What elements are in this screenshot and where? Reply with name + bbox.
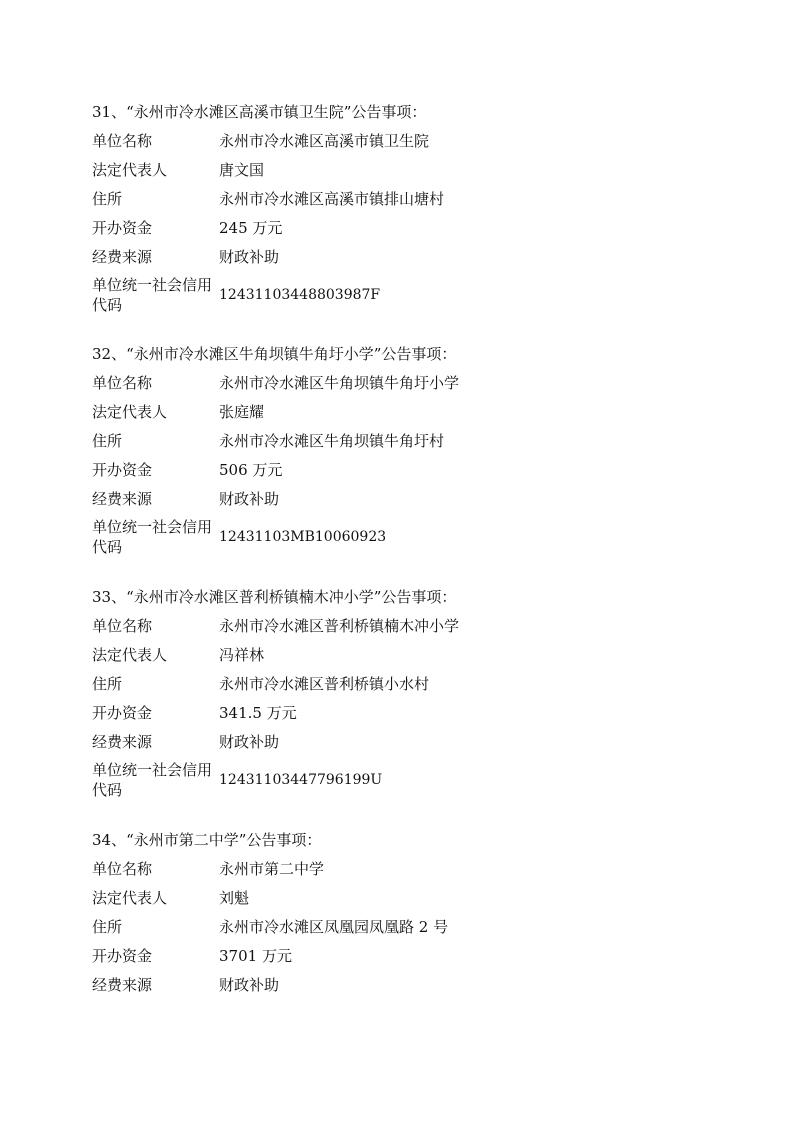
row-credit-code: [92, 517, 692, 557]
notice-entry-33: [92, 587, 692, 800]
row-credit-code: [92, 760, 692, 800]
row-capital: [92, 698, 692, 727]
value-legal-rep: 刘魁: [219, 888, 250, 907]
label-legal-rep: 法定代表人: [92, 645, 168, 664]
row-address: [92, 912, 692, 941]
label-legal-rep: 法定代表人: [92, 402, 168, 421]
label-unit-name: 单位名称: [92, 131, 153, 150]
row-legal-rep: [92, 155, 692, 184]
label-address: 住所: [92, 674, 123, 693]
entry-heading: 34、“永州市第二中学”公告事项：: [92, 831, 322, 849]
value-funding-source: 财政补助: [219, 975, 280, 994]
row-funding-source: [92, 484, 692, 513]
value-credit-code: 12431103447796199U: [219, 772, 383, 788]
label-unit-name: 单位名称: [92, 859, 153, 878]
label-legal-rep: 法定代表人: [92, 160, 168, 179]
label-address: 住所: [92, 917, 123, 936]
value-funding-source: 财政补助: [219, 732, 280, 751]
row-unit-name: [92, 611, 692, 640]
notice-entry-31: [92, 102, 692, 315]
value-funding-source: 财政补助: [219, 247, 280, 266]
notice-entry-34: [92, 830, 692, 999]
label-capital: 开办资金: [92, 218, 153, 237]
value-address: 永州市冷水滩区高溪市镇排山塘村: [219, 189, 445, 208]
label-credit-code: 单位统一社会信用代码: [92, 761, 213, 799]
row-legal-rep: [92, 397, 692, 426]
label-unit-name: 单位名称: [92, 373, 153, 392]
value-capital: 3701 万元: [219, 946, 292, 965]
label-funding-source: 经费来源: [92, 247, 153, 266]
value-legal-rep: 冯祥林: [219, 645, 265, 664]
label-capital: 开办资金: [92, 946, 153, 965]
row-unit-name: [92, 854, 692, 883]
label-address: 住所: [92, 189, 123, 208]
row-address: [92, 426, 692, 455]
row-funding-source: [92, 727, 692, 756]
entry-heading: 31、“永州市冷水滩区高溪市镇卫生院”公告事项：: [92, 103, 427, 121]
row-legal-rep: [92, 883, 692, 912]
row-capital: [92, 213, 692, 242]
value-address: 永州市冷水滩区普利桥镇小水村: [219, 674, 430, 693]
row-address: [92, 669, 692, 698]
value-address: 永州市冷水滩区凤凰园凤凰路 2 号: [219, 917, 449, 936]
value-capital: 341.5 万元: [219, 703, 297, 722]
row-address: [92, 184, 692, 213]
row-capital: [92, 941, 692, 970]
entry-heading: 32、“永州市冷水滩区牛角坝镇牛角圩小学”公告事项：: [92, 345, 457, 363]
row-funding-source: [92, 970, 692, 999]
entry-heading: 33、“永州市冷水滩区普利桥镇楠木冲小学”公告事项：: [92, 588, 457, 606]
value-capital: 245 万元: [219, 218, 283, 237]
value-funding-source: 财政补助: [219, 489, 280, 508]
value-unit-name: 永州市冷水滩区普利桥镇楠木冲小学: [219, 616, 460, 635]
value-credit-code: 12431103448803987F: [219, 287, 381, 303]
label-funding-source: 经费来源: [92, 732, 153, 751]
row-credit-code: [92, 275, 692, 315]
label-credit-code: 单位统一社会信用代码: [92, 518, 213, 556]
label-credit-code: 单位统一社会信用代码: [92, 276, 213, 314]
label-legal-rep: 法定代表人: [92, 888, 168, 907]
value-legal-rep: 唐文国: [219, 160, 265, 179]
label-funding-source: 经费来源: [92, 489, 153, 508]
value-address: 永州市冷水滩区牛角坝镇牛角圩村: [219, 431, 445, 450]
value-capital: 506 万元: [219, 460, 283, 479]
row-legal-rep: [92, 640, 692, 669]
row-funding-source: [92, 242, 692, 271]
label-address: 住所: [92, 431, 123, 450]
row-unit-name: [92, 368, 692, 397]
row-unit-name: [92, 126, 692, 155]
value-legal-rep: 张庭耀: [219, 402, 265, 421]
label-capital: 开办资金: [92, 460, 153, 479]
value-unit-name: 永州市冷水滩区高溪市镇卫生院: [219, 131, 430, 150]
label-unit-name: 单位名称: [92, 616, 153, 635]
value-unit-name: 永州市第二中学: [219, 859, 325, 878]
notice-entry-32: [92, 344, 692, 557]
label-funding-source: 经费来源: [92, 975, 153, 994]
row-capital: [92, 455, 692, 484]
value-unit-name: 永州市冷水滩区牛角坝镇牛角圩小学: [219, 373, 460, 392]
label-capital: 开办资金: [92, 703, 153, 722]
value-credit-code: 12431103MB10060923: [219, 529, 387, 545]
